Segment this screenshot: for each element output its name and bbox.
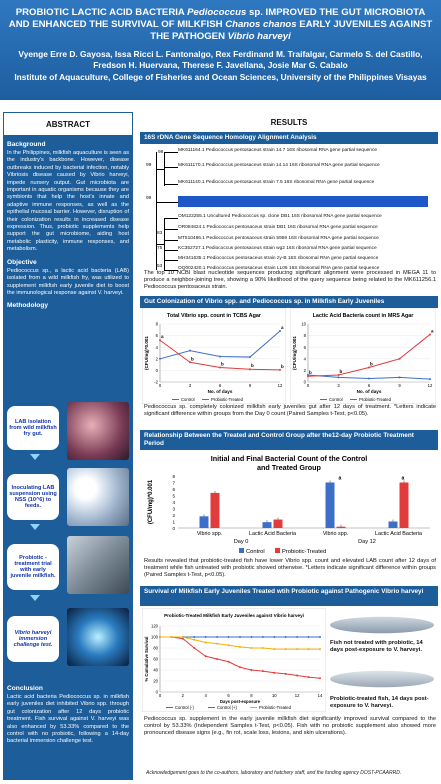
conclusion-text: Lactic acid bacteria Pediococcus sp. in milkfish early juveniles diet inhibited Vibrio spp. through gut colonization after 12 days probiotic treatment. Fish survival against V. harveyi was also enhanced by 53.33% compared to the control with no probiotic, following a 14-day bacterial immersion challenge test. bbox=[7, 694, 129, 745]
data-point bbox=[159, 636, 161, 638]
arrow-icon bbox=[30, 595, 40, 601]
x-tick-label: 6 bbox=[367, 383, 371, 388]
x-tick-label: 0 bbox=[158, 383, 162, 388]
data-point bbox=[216, 643, 218, 645]
y-axis-label: (CFU/mg)*0.001 bbox=[292, 336, 297, 370]
x-tick-label: 2 bbox=[181, 693, 185, 698]
bar bbox=[200, 516, 209, 528]
data-point bbox=[368, 367, 370, 369]
data-point bbox=[296, 648, 298, 650]
abstract-column bbox=[3, 112, 133, 780]
lab-count-chart bbox=[290, 308, 436, 404]
method-step-label: LAB isolation from wild milkfish fry gut. bbox=[7, 406, 59, 450]
poster-header bbox=[0, 0, 441, 100]
fish-caption-untreated: Fish not treated with probiotic, 14 days post-exposure to V. harveyi. bbox=[330, 640, 423, 653]
tree-leaf-label: OQ002420.1 Pediococcus pentosaceus strain LL06 16S ribosomal RNA gene partial sequence bbox=[178, 266, 380, 271]
data-point bbox=[193, 636, 195, 638]
data-point bbox=[228, 644, 230, 646]
y-tick-label: 8 bbox=[155, 321, 158, 327]
data-point bbox=[399, 376, 401, 378]
legend-label: Control bbox=[329, 397, 343, 402]
method-step-4 bbox=[3, 608, 133, 672]
y-axis-label: (CFU/mg)*0.001 bbox=[144, 336, 149, 370]
authors: Vyenge Erre D. Gayosa, Issa Ricci L. Fantonalgo, Rex Ferdinand M. Traifalgar, Carmelo S. del Castillo, Fredson H. Huervana, Therese F. Javellana, Josie Mar G. Cabalo bbox=[18, 49, 423, 70]
tree-leaf-label: OM122255.1 Uncultured Pediococcus sp. clone DB1 16S ribosomal RNA gene partial sequence bbox=[178, 214, 382, 219]
x-tick-label: Vibrio spp. bbox=[196, 531, 223, 537]
data-point bbox=[319, 636, 321, 638]
y-tick-label: 8 bbox=[172, 473, 175, 479]
tree-leaf-label: MK611170.1 Pediococcus pentosaceus strain 14.14 16S ribosomal RNA gene partial sequence bbox=[178, 163, 380, 168]
data-point bbox=[216, 636, 218, 638]
bacterial-count-bar-chart bbox=[142, 452, 436, 556]
legend-label: Control (+) bbox=[217, 705, 237, 710]
x-tick-label: 9 bbox=[248, 383, 252, 388]
y-axis-label: % Cumulative Survival bbox=[144, 636, 149, 682]
tree-leaf-label: MK611164.1 Pediococcus pentosaceus strain 14.7 16S ribosomal RNA gene partial sequence bbox=[178, 148, 378, 153]
legend-swatch bbox=[275, 548, 280, 553]
significance-letter: a bbox=[281, 324, 284, 330]
legend-swatch bbox=[239, 548, 244, 553]
data-point bbox=[205, 636, 207, 638]
lab-isolate-image bbox=[67, 402, 129, 460]
data-point bbox=[296, 636, 298, 638]
x-tick-label: Lactic Acid Bacteria bbox=[248, 531, 297, 537]
y-tick-label: 0 bbox=[303, 379, 306, 385]
method-step-2 bbox=[3, 468, 133, 532]
section-title-survival: Survival of Milkfish Early Juveniles Treated wtih Probiotic against Pathogenic Vibrio harveyi bbox=[140, 586, 438, 606]
arrow-icon bbox=[30, 454, 40, 460]
y-tick-label: 80 bbox=[153, 645, 158, 651]
fish-caption-treated: Probiotic-treated fish, 14 days post-exposure to V. harveyi. bbox=[330, 696, 429, 709]
y-tick-label: 5 bbox=[172, 493, 175, 499]
y-tick-label: 2 bbox=[172, 512, 175, 518]
y-tick-label: 8 bbox=[303, 333, 306, 339]
group-label: Day 0 bbox=[233, 539, 249, 545]
y-tick-label: 0 bbox=[155, 689, 158, 695]
data-point bbox=[338, 376, 340, 378]
legend-label: Probiotic-Treated bbox=[259, 705, 291, 710]
data-point bbox=[308, 676, 310, 678]
bootstrap-value: 83 bbox=[157, 231, 163, 236]
x-tick-label: 0 bbox=[306, 383, 310, 388]
significance-letter: a bbox=[338, 475, 342, 482]
data-point bbox=[285, 636, 287, 638]
data-point bbox=[262, 670, 264, 672]
y-axis-label: (CFU/mg)*0.001 bbox=[148, 479, 154, 525]
y-tick-label: 7 bbox=[172, 480, 175, 486]
method-step-label: Probiotic - treatment trial with early juvenile milkfish. bbox=[7, 544, 59, 590]
data-point bbox=[285, 673, 287, 675]
section-title-16s: 16S rDNA Gene Sequence Homology Alignment Analysis bbox=[140, 132, 438, 144]
affiliation: Institute of Aquaculture, College of Fisheries and Ocean Sciences, University of the Philippines Visayas bbox=[14, 72, 427, 82]
y-tick-label: 6 bbox=[172, 486, 175, 492]
data-point bbox=[219, 367, 221, 369]
data-point bbox=[319, 648, 321, 650]
x-tick-label: 9 bbox=[398, 383, 401, 388]
data-point bbox=[170, 636, 172, 638]
legend-label: Control bbox=[246, 549, 265, 555]
bar bbox=[400, 483, 409, 529]
x-tick-label: 12 bbox=[294, 693, 300, 698]
y-tick-label: 10 bbox=[301, 321, 306, 327]
vibrio-image bbox=[67, 608, 129, 666]
y-tick-label: 60 bbox=[153, 656, 158, 662]
tree-leaf-label: MT510486.1 Pediococcus pentosaceus strain 5959 16S ribosomal RNA gene partial sequence bbox=[178, 236, 379, 241]
x-tick-label: 6 bbox=[227, 693, 230, 698]
data-point bbox=[368, 378, 370, 380]
legend-label: Probiotic-Treated bbox=[211, 397, 243, 402]
group-label: Day 12 bbox=[358, 539, 376, 545]
y-tick-label: 6 bbox=[303, 344, 306, 350]
tree-caption: The top 10 NCBI blast nucleotide sequences producing significant alignment were processed in MEGA 11 to produce a neighbor-joining tree, showing a 90% likelihood of the query sequence being related to the MK611256.1 Pediococcus pentosaceus strain. bbox=[144, 270, 436, 290]
significance-letter: b bbox=[191, 356, 194, 362]
bootstrap-value: 99 bbox=[146, 196, 152, 201]
bootstrap-value: 99 bbox=[146, 163, 152, 168]
data-point bbox=[296, 675, 298, 677]
significance-letter: a bbox=[431, 328, 434, 334]
gut-caption: Pediococcus sp. completely colonized milkfish early juveniles gut after 12 days of treatment. *Letters indicate significant difference within groups from the Day 0 count (Paired Samples t-Test, p<0.05). bbox=[144, 404, 436, 417]
data-point bbox=[338, 374, 340, 376]
tree-leaf-label: MK611140.1 Pediococcus pentosaceus strain 7.5 16S ribosomal RNA gene partial sequence bbox=[178, 180, 375, 185]
relationship-caption: Results revealed that probiotic-treated fish have lower Vibrio spp. count and elevated LAB count after 12 days of treatment while fish untreated with probiotic showed otherwise. *Letters indicate significant difference within groups (Paired Samples t-Test, p<0.05). bbox=[144, 558, 436, 578]
x-axis-label: Days post-exposure bbox=[219, 699, 261, 704]
data-point bbox=[250, 647, 252, 649]
results-column bbox=[140, 112, 438, 780]
y-tick-label: 0 bbox=[172, 525, 175, 531]
data-point bbox=[308, 648, 310, 650]
data-point bbox=[159, 358, 161, 360]
x-tick-label: 8 bbox=[250, 693, 253, 698]
data-point bbox=[182, 636, 184, 638]
y-tick-label: 100 bbox=[151, 634, 158, 640]
data-point bbox=[249, 368, 251, 370]
method-step-label: Inoculating LAB suspension using NSS (10^6) to feeds. bbox=[7, 474, 59, 520]
data-point bbox=[239, 646, 241, 648]
data-point bbox=[250, 669, 252, 671]
bar bbox=[274, 520, 283, 528]
y-tick-label: 4 bbox=[303, 356, 306, 362]
chart-title: Probiotic-Treated Milkfish Early Juveniles against Vibrio harveyi bbox=[164, 613, 304, 618]
bootstrap-value: 75 bbox=[157, 246, 163, 251]
bootstrap-value: 98 bbox=[158, 150, 164, 155]
section-title-gut: Gut Colonization of Vibrio spp. and Pediococcus sp. in Milkfish Early Juveniles bbox=[140, 296, 438, 308]
background-text: In the Philippines, milkfish aquaculture is seen as the industry's backbone. However, disease outbreaks induced by bacterial infection, notably Vibriosis disease caused by Vibrio harveyi, impede nursery output. Gut microbiota are important in aquatic organisms because they are symbionts that help the host's innate and adaptive immune responses, as well as the epithelial mucosal barrier. However, disruption of their colonization results in increased disease expression. Thus, probiotic supplements help support the gut microbiome, aiding host metabolic plasticity, immune responses, and metabolism. bbox=[7, 150, 129, 253]
y-tick-label: 2 bbox=[155, 356, 158, 362]
bar bbox=[211, 493, 220, 528]
data-point bbox=[279, 369, 281, 371]
x-tick-label: 3 bbox=[188, 383, 192, 388]
x-tick-label: 0 bbox=[158, 693, 162, 698]
x-axis-label: No. of days bbox=[207, 389, 233, 394]
method-step-1 bbox=[3, 402, 133, 466]
data-point bbox=[249, 356, 251, 358]
data-point bbox=[239, 636, 241, 638]
results-heading: RESULTS bbox=[270, 118, 308, 127]
data-point bbox=[273, 648, 275, 650]
conclusion-heading: Conclusion bbox=[7, 685, 43, 692]
significance-letter: b bbox=[281, 363, 284, 369]
data-point bbox=[273, 636, 275, 638]
data-point bbox=[205, 655, 207, 657]
section-title-relationship: Relationship Between the Treated and Control Group after the12-day Probiotic Treatment Period bbox=[140, 430, 438, 450]
query-sequence-highlight bbox=[178, 196, 428, 207]
method-step-3 bbox=[3, 536, 133, 600]
significance-letter: a bbox=[161, 334, 164, 340]
y-tick-label: 2 bbox=[303, 368, 306, 373]
chart-title: Total Vibrio spp. count in TCBS Agar bbox=[167, 313, 261, 319]
data-point bbox=[285, 648, 287, 650]
y-tick-label: 4 bbox=[155, 344, 158, 350]
x-axis-label: No. of days bbox=[356, 389, 382, 394]
data-point bbox=[205, 642, 207, 644]
bootstrap-value: 53 bbox=[157, 264, 163, 269]
legend-label: Control bbox=[181, 397, 195, 402]
bar bbox=[389, 522, 398, 529]
x-tick-label: 10 bbox=[271, 693, 277, 698]
significance-letter: b bbox=[221, 361, 224, 367]
tree-leaf-label: KC352727.1 Pediococcus pentosaceus strain wg2 16S ribosomal RNA gene partial sequence bbox=[178, 246, 377, 251]
background-heading: Background bbox=[7, 141, 46, 148]
significance-letter: a bbox=[401, 475, 405, 482]
methodology-heading: Methodology bbox=[7, 302, 49, 310]
y-tick-label: 1 bbox=[172, 519, 175, 525]
bar bbox=[326, 483, 335, 529]
phylogenetic-tree bbox=[142, 146, 436, 278]
data-point bbox=[307, 375, 309, 377]
survival-caption: Pediococcus sp. supplement in the early juvenile milkfish diet significantly improved survival compared to the control by 53.33% (Independent Samples t-Test, p<0.05). Fish with no probiotic supplement also showed more pronounced disease signs (e.g., fin rot, scale loss, lesions, and skin ulcerations). bbox=[144, 716, 436, 736]
objective-heading: Objective bbox=[7, 258, 37, 266]
poster-title: PROBIOTIC LACTIC ACID BACTERIA Pediococcus sp. IMPROVED THE GUT MICROBIOTA AND ENHANCED THE SURVIVAL OF MILKFISH Chanos chanos EARLY JUVENILES AGAINST THE PATHOGEN Vibrio harveyi bbox=[8, 7, 433, 42]
x-tick-label: 3 bbox=[337, 383, 340, 388]
data-point bbox=[228, 661, 230, 663]
chart-title: and Treated Group bbox=[257, 463, 321, 472]
data-point bbox=[193, 647, 195, 649]
x-tick-label: 12 bbox=[427, 383, 433, 388]
data-point bbox=[239, 666, 241, 668]
tanks-image bbox=[67, 536, 129, 594]
data-point bbox=[216, 658, 218, 660]
y-tick-label: 20 bbox=[153, 678, 158, 684]
data-point bbox=[250, 636, 252, 638]
significance-letter: b bbox=[339, 369, 343, 375]
bar bbox=[263, 522, 272, 528]
abstract-heading: ABSTRACT bbox=[3, 112, 133, 136]
data-point bbox=[399, 358, 401, 360]
data-point bbox=[193, 639, 195, 641]
treated-fish-image bbox=[330, 671, 434, 688]
x-tick-label: Vibrio spp. bbox=[322, 531, 349, 537]
data-point bbox=[429, 333, 431, 335]
legend-label: Control (-) bbox=[175, 705, 194, 710]
x-tick-label: 4 bbox=[204, 693, 207, 698]
survival-chart bbox=[142, 608, 326, 712]
y-tick-label: 0 bbox=[155, 368, 158, 373]
legend-label: Probiotic-Treated bbox=[282, 549, 327, 555]
data-point bbox=[308, 636, 310, 638]
significance-letter: b bbox=[309, 370, 312, 376]
y-tick-label: 3 bbox=[172, 506, 175, 512]
x-tick-label: 14 bbox=[317, 693, 323, 698]
tree-leaf-label: MH341635.1 Pediococcus pentosaceus strain zy-B 16S ribosomal RNA gene partial sequence bbox=[178, 256, 379, 261]
data-point bbox=[189, 350, 191, 352]
data-point bbox=[319, 677, 321, 679]
data-point bbox=[273, 672, 275, 674]
x-tick-label: 6 bbox=[218, 383, 222, 388]
y-tick-label: 6 bbox=[155, 333, 158, 339]
data-point bbox=[262, 636, 264, 638]
legend-label: Probiotic-Treated bbox=[359, 397, 391, 402]
data-point bbox=[219, 355, 221, 357]
untreated-fish-image bbox=[330, 617, 434, 634]
data-point bbox=[189, 361, 191, 363]
acknowledgement: Acknowledgement goes to the co-authors, laboratory and hatchery staff, and the funding agency DOST-PCAARRD. bbox=[146, 770, 402, 776]
data-point bbox=[159, 339, 161, 341]
tree-leaf-label: OR084824.1 Pediococcus pentosaceus strain DB1 16S ribosomal RNA gene partial sequence bbox=[178, 225, 378, 230]
y-tick-label: 4 bbox=[172, 499, 175, 505]
significance-letter: b bbox=[251, 363, 254, 369]
chart-title: Initial and Final Bacterial Count of the Control bbox=[210, 454, 368, 463]
vibrio-count-chart bbox=[142, 308, 286, 404]
data-point bbox=[228, 636, 230, 638]
data-point bbox=[279, 330, 281, 332]
significance-letter: b bbox=[370, 361, 373, 367]
x-tick-label: Lactic Acid Bacteria bbox=[374, 531, 423, 537]
data-point bbox=[262, 647, 264, 649]
data-point bbox=[429, 378, 431, 380]
method-step-label: Vibrio harveyi immersion challenge test. bbox=[7, 616, 59, 662]
y-tick-label: 40 bbox=[153, 667, 158, 673]
feed-cups-image bbox=[67, 468, 129, 526]
y-tick-label: 120 bbox=[151, 623, 158, 629]
arrow-icon bbox=[30, 524, 40, 530]
objective-text: Pediococcus sp., a lactic acid bacteria (LAB) isolated from a wild milkfish fry, was utilized to supplement milkfish early juvenile diet to boost the immunological response against V. harveyi. bbox=[7, 267, 129, 296]
y-tick-label: -2 bbox=[154, 379, 158, 385]
bar bbox=[337, 527, 346, 528]
chart-title: Lactic Acid Bacteria count in MRS Agar bbox=[312, 313, 414, 319]
x-tick-label: 12 bbox=[277, 383, 283, 388]
